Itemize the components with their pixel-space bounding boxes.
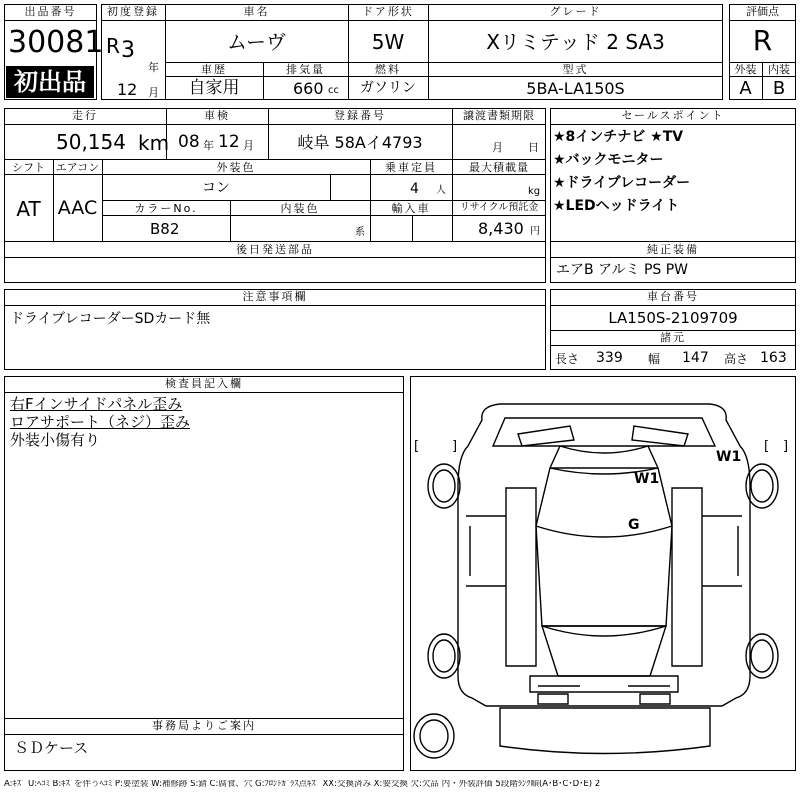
ext-color-value: コン [202, 180, 230, 196]
damage-mark-g: G [628, 517, 640, 533]
mileage-label: 走行 [72, 109, 98, 122]
max-load-label: 最大積載量 [469, 161, 529, 174]
int-color-label: 内装色 [280, 202, 320, 215]
bracket-right-close: ] [783, 439, 789, 454]
color-no-label: カラーNo. [134, 202, 198, 215]
lot-number: 30081 [8, 25, 104, 60]
capacity-label: 乗車定員 [385, 161, 437, 174]
reg-year: 3 [121, 38, 135, 63]
fuel-label: 燃料 [375, 63, 401, 76]
damage-mark-w1-wheel: W1 [716, 449, 742, 465]
sales-point-3: ★ドライブレコーダー [553, 175, 691, 191]
door-label: ドア形状 [362, 5, 414, 18]
office-label: 事務局よりご案内 [152, 719, 256, 732]
shift-value: AT [16, 197, 41, 221]
first-listing-badge: 初出品 [6, 66, 94, 98]
sales-point-2: ★バックモニター [553, 152, 664, 168]
sales-point-1: ★8インチナビ ★TV [553, 129, 684, 145]
car-name-label: 車名 [243, 5, 270, 18]
later-parts-label: 後日発送部品 [236, 243, 314, 256]
recycle-unit: 円 [530, 226, 540, 237]
shift-label: シフト [12, 161, 45, 174]
recycle-label: リサイクル預託金 [459, 202, 539, 213]
length-label: 長さ [555, 352, 580, 366]
genuine-value: エアB アルミ PS PW [556, 262, 689, 278]
bracket-left-open: [ [414, 439, 420, 454]
inspector-label: 検査員記入欄 [165, 377, 243, 390]
aircon-value: AAC [57, 197, 98, 219]
sales-points-label: セールスポイント [621, 109, 725, 122]
inspector-line-1: 右Fインサイドパネル歪み [10, 395, 183, 413]
model-value: 5BA-LA150S [526, 79, 625, 98]
vehicle-damage-diagram [410, 376, 796, 771]
int-color-unit: 系 [355, 227, 365, 238]
model-label: 型式 [562, 63, 589, 76]
inspection-month-unit: 月 [243, 139, 254, 152]
score-value: R [752, 24, 773, 57]
exterior-score: A [739, 78, 752, 99]
color-no-value: B82 [150, 220, 180, 238]
width-value: 147 [682, 350, 709, 366]
inspection-month: 12 [218, 132, 240, 152]
chassis-label: 車台番号 [647, 290, 699, 303]
capacity-unit: 人 [436, 185, 446, 196]
displacement-label: 排気量 [286, 63, 325, 76]
notes-value: ドライブレコーダーSDカード無 [10, 311, 211, 327]
capacity-value: 4 [410, 181, 419, 197]
reg-year-unit: 年 [148, 61, 159, 74]
ext-color-label: 外装色 [216, 161, 256, 174]
inspection-year-unit: 年 [203, 139, 214, 152]
office-value: ＳＤケース [14, 739, 89, 757]
reg-label: 初度登録 [107, 5, 159, 18]
height-label: 高さ [724, 352, 749, 366]
grade-label: グレード [549, 5, 602, 18]
import-label: 輸入車 [391, 202, 431, 215]
history-value: 自家用 [188, 78, 240, 98]
width-label: 幅 [648, 352, 661, 366]
sales-point-4: ★LEDヘッドライト [553, 198, 680, 214]
inspection-year: 08 [178, 132, 200, 152]
bracket-left-close: ] [452, 439, 458, 454]
car-name-value: ムーヴ [227, 30, 286, 54]
genuine-label: 純正装備 [647, 243, 699, 256]
inspector-line-3: 外装小傷有り [10, 431, 101, 449]
max-load-unit: kg [528, 186, 541, 197]
plate-value: 岐阜 58Aイ4793 [297, 133, 423, 152]
plate-label: 登録番号 [334, 109, 386, 122]
notes-label: 注意事項欄 [242, 290, 308, 303]
grade-value: Xリミテッド 2 SA3 [486, 30, 665, 54]
aircon-label: エアコン [55, 161, 100, 174]
reg-month: 12 [117, 80, 138, 99]
dims-label: 諸元 [660, 331, 686, 344]
length-value: 339 [596, 350, 623, 366]
interior-score: B [772, 78, 786, 99]
mileage-unit: km [138, 131, 170, 155]
height-value: 163 [760, 350, 787, 366]
reg-era: R [106, 34, 120, 58]
transfer-label: 譲渡書類期限 [463, 109, 535, 122]
score-label: 評価点 [746, 5, 779, 18]
transfer-month-unit: 月 [492, 141, 503, 154]
chassis-value: LA150S-2109709 [608, 309, 738, 327]
reg-month-unit: 月 [148, 86, 159, 99]
damage-mark-w1-roof: W1 [634, 471, 660, 487]
fuel-value: ガソリン [360, 80, 416, 96]
exterior-label: 外装 [734, 63, 757, 76]
door-value: 5W [371, 30, 405, 54]
inspector-line-2: ロアサポート（ネジ）歪み [10, 413, 191, 431]
legend-text: A:ｷｽﾞ U:ﾍｺﾐ B:ｷｽﾞを伴うﾍｺﾐ P:要塗装 W:補修跡 S:錆 C:腐食、穴 G:ﾌﾛﾝﾄｶﾞﾗｽ点ｷｽﾞ XX:交換済み X:要交換 欠:欠品 内・外装評価 5段階ﾗﾝｸ順(A･B･C･D･E) 2 [4, 780, 601, 789]
displacement-unit: cc [328, 85, 339, 96]
recycle-value: 8,430 [478, 219, 524, 238]
inspection-label: 車検 [204, 109, 230, 122]
transfer-day-unit: 日 [528, 141, 539, 154]
lot-label: 出品番号 [24, 5, 77, 18]
mileage-value: 50,154 [56, 130, 126, 154]
interior-label: 内装 [768, 63, 790, 76]
displacement-value: 660 [293, 79, 324, 98]
bracket-right-open: [ [764, 439, 770, 454]
history-label: 車歴 [201, 63, 227, 76]
